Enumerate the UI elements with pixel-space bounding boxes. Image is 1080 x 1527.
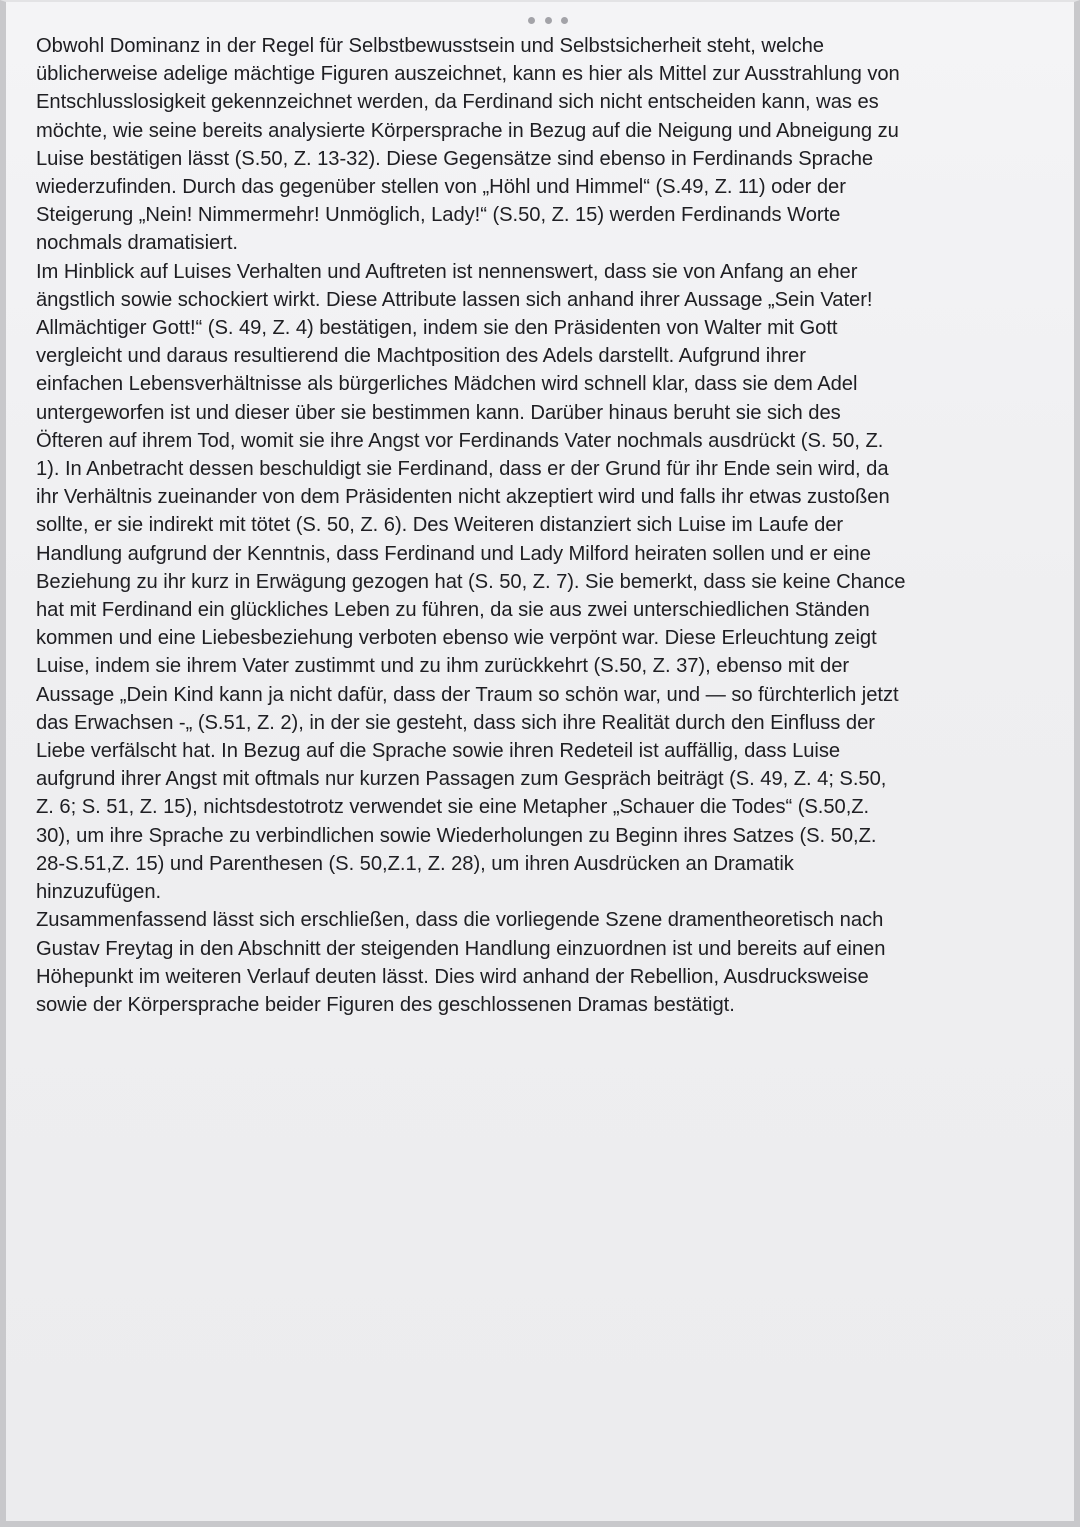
text-line: Entschlusslosigkeit gekennzeichnet werden, da Ferdinand sich nicht entscheiden kann, was es: [36, 91, 879, 114]
text-line: hinzuzufügen.: [36, 881, 162, 904]
text-line: üblicherweise adelige mächtige Figuren auszeichnet, kann es hier als Mittel zur Ausstrahlung von: [36, 63, 900, 86]
text-line: Aussage „Dein Kind kann ja nicht dafür, dass der Traum so schön war, und — so fürchterlich jetzt: [36, 683, 899, 706]
text-line: 30), um ihre Sprache zu verbindlichen sowie Wiederholungen zu Beginn ihres Satzes (S. 50,Z.: [36, 824, 877, 847]
text-line: 1). In Anbetracht dessen beschuldigt sie Ferdinand, dass er der Grund für ihr Ende sein wird, da: [36, 458, 889, 481]
text-line: Gustav Freytag in den Abschnitt der steigenden Handlung einzuordnen ist und bereits auf einen: [36, 937, 886, 960]
text-line: nochmals dramatisiert.: [36, 232, 238, 255]
text-line: aufgrund ihrer Angst mit oftmals nur kurzen Passagen zum Gespräch beiträgt (S. 49, Z. 4; S.50,: [36, 768, 887, 791]
text-line: Höhepunkt im weiteren Verlauf deuten lässt. Dies wird anhand der Rebellion, Ausdrucksweise: [36, 965, 869, 988]
text-line: einfachen Lebensverhältnisse als bürgerliches Mädchen wird schnell klar, dass sie dem Adel: [36, 373, 858, 396]
text-line: hat mit Ferdinand ein glückliches Leben zu führen, da sie aus zwei unterschiedlichen Ständen: [36, 599, 870, 622]
text-line: sollte, er sie indirekt mit tötet (S. 50, Z. 6). Des Weiteren distanziert sich Luise im Laufe der: [36, 514, 844, 537]
text-line: Allmächtiger Gott!“ (S. 49, Z. 4) bestätigen, indem sie den Präsidenten von Walter mit Gott: [36, 317, 838, 340]
more-dot: [528, 17, 535, 24]
text-line: ängstlich sowie schockiert wirkt. Diese Attribute lassen sich anhand ihrer Aussage „Sein Vater!: [36, 288, 873, 311]
text-line: Luise, indem sie ihrem Vater zustimmt und zu ihm zurückkehrt (S.50, Z. 37), ebenso mit der: [36, 655, 850, 678]
text-line: Obwohl Dominanz in der Regel für Selbstbewusstsein und Selbstsicherheit steht, welche: [36, 35, 824, 57]
text-line: kommen und eine Liebesbeziehung verboten ebenso wie verpönt war. Diese Erleuchtung zeigt: [36, 627, 877, 650]
text-line: wiederzufinden. Durch das gegenüber stellen von „Höhl und Himmel“ (S.49, Z. 11) oder der: [36, 176, 846, 199]
text-line: das Erwachsen -„ (S.51, Z. 2), in der sie gesteht, dass sich ihre Realität durch den Einfluss der: [36, 711, 875, 734]
text-line: Handlung aufgrund der Kenntnis, dass Ferdinand und Lady Milford heiraten sollen und er eine: [36, 542, 871, 565]
text-line: Zusammenfassend lässt sich erschließen, dass die vorliegende Szene dramentheoretisch nach: [36, 909, 884, 932]
text-line: Beziehung zu ihr kurz in Erwägung gezogen hat (S. 50, Z. 7). Sie bemerkt, dass sie keine Chance: [36, 570, 906, 593]
text-line: sowie der Körpersprache beider Figuren des geschlossenen Dramas bestätigt.: [36, 993, 735, 1016]
text-line: untergeworfen ist und dieser über sie bestimmen kann. Darüber hinaus beruht sie sich des: [36, 401, 841, 424]
text-line: vergleicht und daraus resultierend die Machtposition des Adels darstellt. Aufgrund ihrer: [36, 345, 806, 368]
text-line: Öfteren auf ihrem Tod, womit sie ihre Angst vor Ferdinands Vater nochmals ausdrückt (S. 50, Z.: [36, 429, 884, 452]
text-line: möchte, wie seine bereits analysierte Körpersprache in Bezug auf die Neigung und Abneigung zu: [36, 119, 899, 142]
text-line: 28-S.51,Z. 15) und Parenthesen (S. 50,Z.1, Z. 28), um ihren Ausdrücken an Dramatik: [36, 852, 794, 875]
more-dot: [561, 17, 568, 24]
text-line: Z. 6; S. 51, Z. 15), nichtsdestotrotz verwendet sie eine Metapher „Schauer die Todes“ (S.50,Z.: [36, 796, 870, 819]
text-line: Liebe verfälscht hat. In Bezug auf die Sprache sowie ihren Redeteil ist auffällig, dass Luise: [36, 740, 841, 763]
text-line: Im Hinblick auf Luises Verhalten und Auftreten ist nennenswert, dass sie von Anfang an eher: [36, 260, 858, 283]
text-line: Luise bestätigen lässt (S.50, Z. 13-32). Diese Gegensätze sind ebenso in Ferdinands Sprache: [36, 147, 874, 170]
text-line: ihr Verhältnis zueinander von dem Präsidenten nicht akzeptiert wird und falls ihr etwas zustoßen: [36, 486, 890, 509]
document-text: [36, 32, 1062, 1019]
more-dot: [545, 17, 552, 24]
more-horizontal-icon[interactable]: [528, 13, 568, 27]
text-line: Steigerung „Nein! Nimmermehr! Unmöglich, Lady!“ (S.50, Z. 15) werden Ferdinands Worte: [36, 204, 841, 227]
